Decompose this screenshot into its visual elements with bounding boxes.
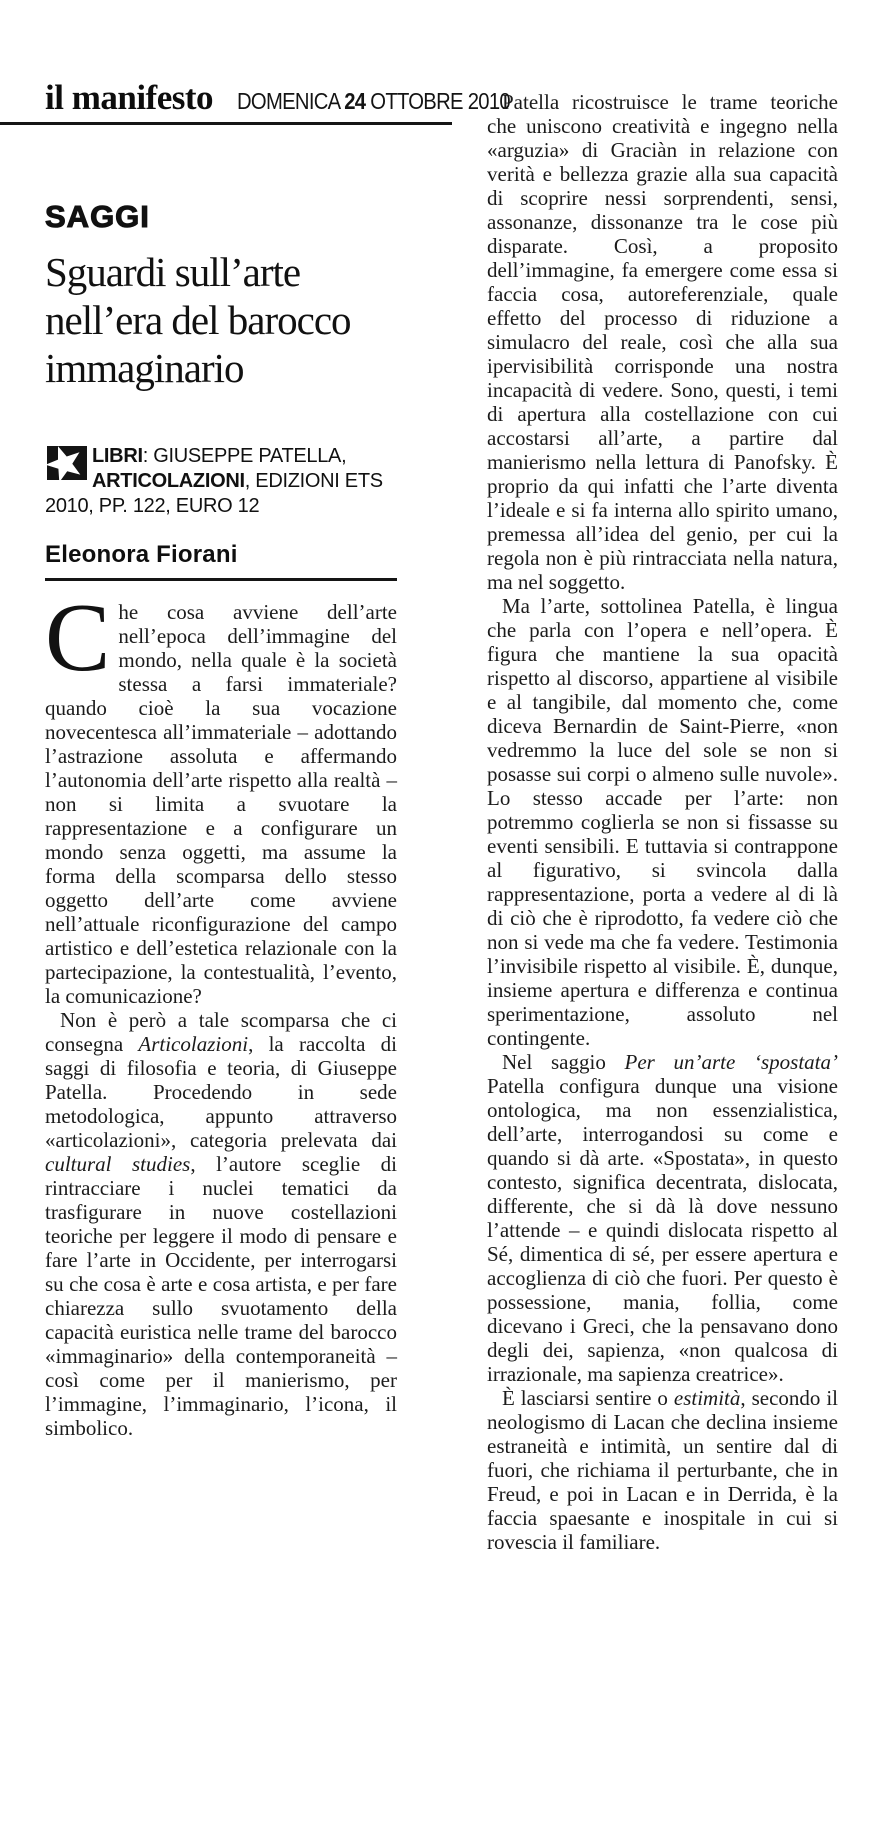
text-segment: estimità xyxy=(673,1386,741,1410)
text-segment: LIBRI xyxy=(92,445,143,467)
masthead xyxy=(45,78,547,118)
text-segment: , l’autore sceglie di rintracciare i nuclei tematici da trasfigurare in nuove costellazioni teoriche per leggere il modo di pensare e fare l’arte in Occidente, per interrogarsi su che cosa è arte e cosa artista, e per fare chiarezza sullo svuotamento della capacità euristica nelle trame del barocco «immaginario» della contemporaneità – così come per il manierismo, per l’immagine, l’immaginario, l’icona, il simbolico. xyxy=(45,1152,397,1440)
title-line: immaginario xyxy=(45,345,244,391)
drop-cap: C xyxy=(45,584,111,692)
text-segment: DOMENICA xyxy=(237,88,345,114)
text-segment: : GIUSEPPE PATELLA, xyxy=(142,445,347,467)
book-reference-text xyxy=(45,445,383,517)
text-segment: Non è però a tale scomparsa che ci consegna xyxy=(45,1008,397,1056)
masthead-logo: il manifesto xyxy=(45,78,214,117)
text-segment: È lasciarsi sentire o xyxy=(502,1386,674,1410)
text-segment: Patella configura dunque una visione ontologica, ma non essenzialistica, dell’arte, interrogandosi su come e quando si dà arte. «Spostata», in questo contesto, significa decentrata, dislocata, differente, che si dà là dove nessuno l’attende – e quindi dislocata rispetto al Sé, dimentica di sé, per essere apertura e accoglienza di ciò che fuori. Per questo è possessione, mania, follia, come dicevano i Greci, che la pensavano dono degli dei, sapienza, «non qualcosa di irrazionale, ma sapienza creatrice». xyxy=(487,1074,838,1386)
byline: Eleonora Fiorani xyxy=(45,541,397,581)
masthead-rule xyxy=(0,122,452,125)
text-segment: Patella ricostruisce le trame teoriche che uniscono creatività e ingegno nella «arguzia» di Graciàn in relazione con verità e bellezza grazie alla sua capacità di scoprire nessi sorprendenti, sensi, assonanze, dissonanze tra le cose più disparate. Così, a proposito dell’immagine, fa emergere come essa si faccia cosa, autoreferenziale, quale effetto del processo di riduzione a simulacro del reale, così che alla sua ipervisibilità corrisponde una nostra incapacità di vedere. Sono, questi, i temi di apertura alla costellazione con cui accostarsi all’arte, a partire dal manierismo nella lettura di Panofsky. È proprio da qui infatti che l’arte diventa l’ideale e si fa interna allo spirito umano, premessa all’idea del genio, per cui la regola non è più rintracciata nella natura, ma nel soggetto. xyxy=(487,90,838,594)
text-segment: OTTOBRE 2010 xyxy=(365,88,510,114)
body-paragraph xyxy=(487,90,838,594)
text-segment: ARTICOLAZIONI xyxy=(92,470,245,492)
body-paragraph xyxy=(45,584,397,1008)
article-left-column xyxy=(45,201,397,1440)
text-segment: , secondo il neologismo di Lacan che declina insieme estraneità e intimità, un sentire dal di fuori, che richiama il perturbante, che in Freud, e poi in Lacan e in Derrida, è la faccia spaesante e inospitale in cui si rovescia il familiare. xyxy=(487,1386,839,1554)
text-segment: Nel saggio xyxy=(502,1050,625,1074)
text-segment: he cosa avviene dell’arte nell’epoca dell’immagine del mondo, nella quale è la società stessa a farsi immateriale? quando cioè la sua vocazione novecentesca all’immateriale – adottando l’astrazione assoluta e affermando l’autonomia dell’arte rispetto alla realtà – non si limita a svuotare la rappresentazione e a configurare un mondo senza oggetti, ma assume la forma della scomparsa dello stesso oggetto dell’arte come avviene nell’attuale riconfigurazione del campo artistico e dell’estetica relazionale con la partecipazione, la contestualità, l’evento, la comunicazione? xyxy=(45,600,397,1008)
text-segment: Articolazioni xyxy=(138,1032,249,1056)
title-line: Sguardi sull’arte xyxy=(45,249,301,295)
masthead-date xyxy=(237,88,510,115)
article-body-left xyxy=(45,584,397,1440)
text-segment: Ma l’arte, sottolinea Patella, è lingua che parla con l’opera e nell’opera. È figura che mantiene la sua opacità rispetto al discorso, appartiene al visibile e al tangibile, dal momento che, come diceva Bernardin de Saint-Pierre, «non vedremmo la luce del sole se non si posasse sui corpi o almeno sulle nuvole». Lo stesso accade per l’arte: non potremmo coglierla se non si fissasse su eventi sensibili. E tuttavia si contrappone al figurativo, si svincola dalla rappresentazione, porta a vedere al di là di ciò che è riprodotto, fa vedere ciò che non si vede ma che fa vedere. Testimonia l’invisibile rispetto al visibile. È, dunque, insieme apertura e differenza e continua sperimentazione, assoluto nel contingente. xyxy=(487,594,838,1050)
article-title xyxy=(45,248,397,392)
body-paragraph xyxy=(45,1008,397,1440)
article-body-right xyxy=(487,90,838,1554)
libri-star-icon xyxy=(45,446,87,484)
book-reference xyxy=(45,444,397,519)
text-segment: 24 xyxy=(344,88,366,114)
text-segment: , EDIZIONI ETS 2010, PP. 122, EURO 12 xyxy=(45,470,383,517)
text-segment: cultural studies xyxy=(45,1152,191,1176)
text-segment: Per un’arte ‘spostata’ xyxy=(624,1050,838,1074)
body-paragraph xyxy=(487,1386,838,1554)
body-paragraph xyxy=(487,594,838,1050)
text-segment: , la raccolta di saggi di filosofia e teoria, di Giuseppe Patella. Procedendo in sede metodologica, appunto attraverso «articolazioni», categoria prelevata dai xyxy=(45,1032,397,1152)
title-line: nell’era del barocco xyxy=(45,297,351,343)
body-paragraph xyxy=(487,1050,838,1386)
section-kicker: SAGGI xyxy=(45,199,150,234)
